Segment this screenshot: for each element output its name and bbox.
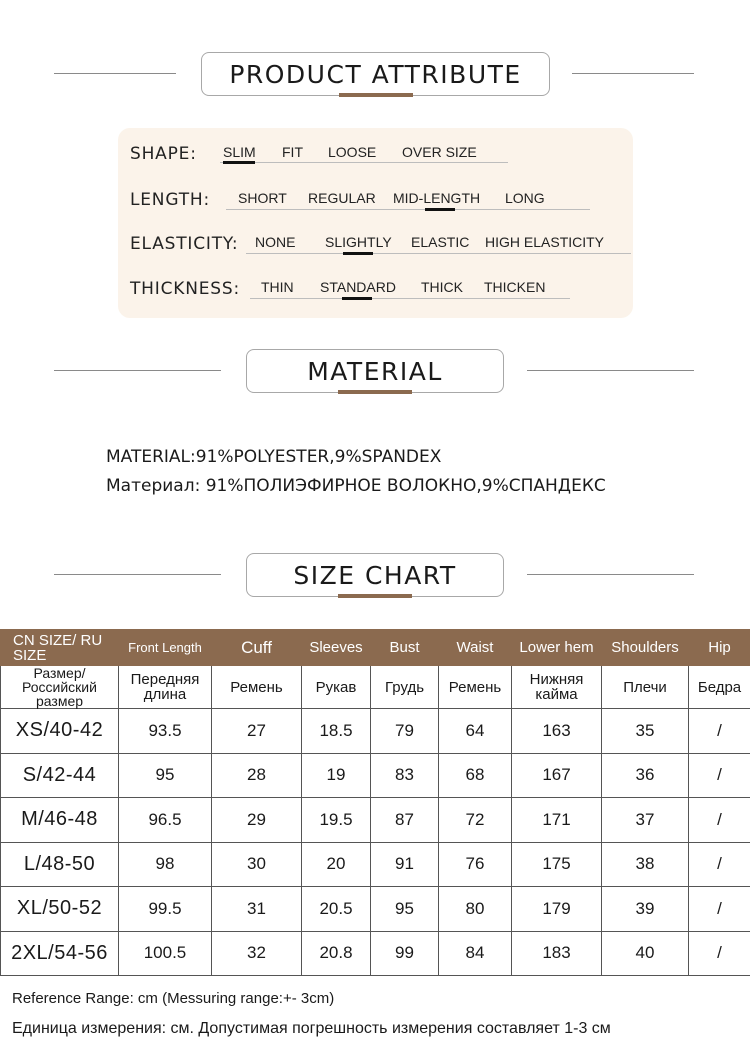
size-cell: XS/40-42 [1,709,119,754]
material-en: MATERIAL:91%POLYESTER,9%SPANDEX [106,447,442,467]
table-cell: 99.5 [119,887,212,932]
table-cell: 38 [602,842,689,887]
table-cell: / [689,753,750,798]
table-cell: 40 [602,931,689,976]
attribute-option: SLIM [223,144,256,160]
table-cell: 39 [602,887,689,932]
ru-header-cell: Передняя длина [119,666,212,709]
attribute-option: HIGH ELASTICITY [485,234,605,250]
table-cell: 98 [119,842,212,887]
header-cell: Shoulders [602,630,689,666]
table-cell: 171 [512,798,602,843]
attribute-label: LENGTH: [130,190,210,210]
table-cell: / [689,709,750,754]
divider-right [527,370,694,371]
table-cell: 32 [212,931,302,976]
section-title-size-chart [246,553,504,597]
table-row [1,931,750,976]
table-cell: 96.5 [119,798,212,843]
attribute-option: MID-LENGTH [393,190,481,206]
table-cell: 19 [302,753,371,798]
attribute-underline [226,209,590,210]
table-cell: 87 [371,798,439,843]
attribute-option: FIT [282,144,303,160]
table-row [1,887,750,932]
attribute-row-thickness [130,263,630,303]
ru-header-cell: Плечи [602,666,689,709]
header-cell: Lower hem [512,630,602,666]
size-chart-table [0,629,750,976]
table-row [1,753,750,798]
ru-header-cell: Ремень [439,666,512,709]
divider-left [54,574,221,575]
table-cell: 31 [212,887,302,932]
attribute-label: ELASTICITY: [130,234,239,254]
ru-header-cell: Грудь [371,666,439,709]
attribute-option: NONE [255,234,296,250]
material-ru: Материал: 91%ПОЛИЭФИРНОЕ ВОЛОКНО,9%СПАНДЕКС [106,476,606,496]
header-row-ru [1,666,750,709]
table-cell: 28 [212,753,302,798]
table-cell: 179 [512,887,602,932]
attribute-label: SHAPE: [130,144,197,164]
header-cell: CN SIZE/ RU SIZE [1,630,119,666]
size-chart-title-text: SIZE CHART [293,560,457,590]
attribute-option: THICK [421,279,463,295]
table-cell: 19.5 [302,798,371,843]
attribute-row-elasticity [130,218,635,258]
header-row-en [1,630,750,666]
section-title-material [246,349,504,393]
header-cell: Hip [689,630,750,666]
table-cell: 79 [371,709,439,754]
table-cell: / [689,887,750,932]
table-cell: 29 [212,798,302,843]
table-cell: 80 [439,887,512,932]
title-accent-bar [339,93,413,97]
header-cell: Front Length [119,630,212,666]
table-cell: 83 [371,753,439,798]
table-cell: 95 [371,887,439,932]
attribute-option: STANDARD [320,279,396,295]
attribute-option: LOOSE [328,144,377,160]
attribute-option: OVER SIZE [402,144,477,160]
attribute-panel [118,128,633,318]
attribute-option: SLIGHTLY [325,234,392,250]
size-cell: XL/50-52 [1,887,119,932]
attribute-option: ELASTIC [411,234,470,250]
attribute-underline [250,298,570,299]
table-cell: / [689,842,750,887]
table-cell: 183 [512,931,602,976]
attribute-option: THIN [261,279,294,295]
header-cell: Sleeves [302,630,371,666]
attribute-underline [220,162,508,163]
section-title-attribute [201,52,550,96]
attribute-title-text: PRODUCT ATTRIBUTE [229,59,522,89]
table-cell: 68 [439,753,512,798]
table-cell: 76 [439,842,512,887]
ru-header-cell: Рукав [302,666,371,709]
table-cell: 37 [602,798,689,843]
table-cell: 175 [512,842,602,887]
attribute-option: THICKEN [484,279,546,295]
table-row [1,798,750,843]
header-cell: Waist [439,630,512,666]
header-cell: Cuff [212,630,302,666]
attribute-row-shape [130,128,630,168]
table-row [1,842,750,887]
attribute-underline [246,253,631,254]
table-cell: 27 [212,709,302,754]
material-title-text: MATERIAL [307,356,443,386]
table-cell: 20.8 [302,931,371,976]
selected-mark [343,252,373,255]
attribute-option: LONG [505,190,545,206]
footer-note-ru: Единица измерения: см. Допустимая погрешность измерения составляет 1-3 см [12,1020,611,1037]
selected-mark [342,297,372,300]
attribute-option: REGULAR [308,190,376,206]
table-cell: 35 [602,709,689,754]
ru-header-cell: Нижняя кайма [512,666,602,709]
selected-mark [425,208,455,211]
table-cell: 30 [212,842,302,887]
table-row [1,709,750,754]
attribute-label: THICKNESS: [130,279,240,299]
divider-right [572,73,694,74]
table-cell: 18.5 [302,709,371,754]
table-cell: / [689,931,750,976]
table-cell: 91 [371,842,439,887]
footer-note-en: Reference Range: cm (Messuring range:+- 3cm) [12,990,335,1007]
table-cell: 20.5 [302,887,371,932]
title-accent-bar [338,390,412,394]
ru-header-cell: Размер/ Российский размер [1,666,119,709]
attribute-row-length [130,174,630,214]
table-cell: 64 [439,709,512,754]
table-cell: 167 [512,753,602,798]
selected-mark [223,161,255,164]
attribute-option: SHORT [238,190,287,206]
table-cell: 20 [302,842,371,887]
table-cell: / [689,798,750,843]
title-accent-bar [338,594,412,598]
size-cell: S/42-44 [1,753,119,798]
table-cell: 36 [602,753,689,798]
size-cell: 2XL/54-56 [1,931,119,976]
table-cell: 84 [439,931,512,976]
size-cell: L/48-50 [1,842,119,887]
header-cell: Bust [371,630,439,666]
divider-right [527,574,694,575]
table-cell: 163 [512,709,602,754]
table-cell: 93.5 [119,709,212,754]
table-cell: 100.5 [119,931,212,976]
table-cell: 99 [371,931,439,976]
ru-header-cell: Бедра [689,666,750,709]
divider-left [54,73,176,74]
table-cell: 95 [119,753,212,798]
table-cell: 72 [439,798,512,843]
ru-header-cell: Ремень [212,666,302,709]
size-cell: M/46-48 [1,798,119,843]
divider-left [54,370,221,371]
